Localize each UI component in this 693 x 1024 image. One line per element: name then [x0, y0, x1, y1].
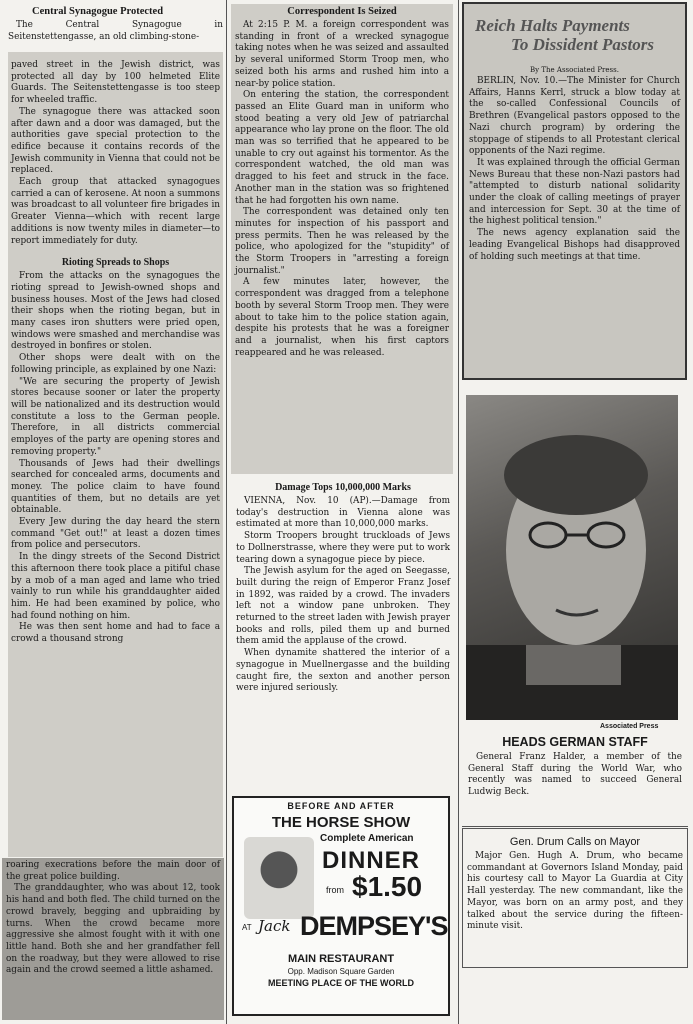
boxer-portrait — [244, 837, 314, 919]
col2-para: The Jewish asylum for the aged on Seegasse, built during the reign of Emperor Franz Josef in 1892, was raided by a crowd. The invaders left not a window pane unbroken. They returned to the street laden with Jewish prayer books and rolls, piled them up and burned them amid the applause of the crowd. — [236, 566, 450, 647]
col3-para: The news agency explanation said the leading Evangelical Bishops had disapproved of holding such meetings at that time. — [469, 228, 680, 262]
ad-main-restaurant: MAIN RESTAURANT — [287, 953, 395, 965]
drum-text: Major Gen. Hugh A. Drum, who became commandant at Governors Island Monday, paid his courtesy call to Mayor La Guardia at City Hall yesterday. The new commandant, like the Mayor, was born on an army post, and they talked about the service during the fifteen-minute visit. — [467, 851, 683, 932]
ad-at: AT — [242, 923, 252, 932]
central-synagogue-headline: Central Synagogue Protected — [32, 6, 164, 17]
column-2-damage — [233, 476, 453, 776]
column-1-body — [8, 52, 223, 857]
col1-para: Every Jew during the day heard the stern command "Get out!" at least a dozen times from police and persecutors. — [11, 517, 220, 551]
reich-headline-2: To Dissident Pastors — [511, 35, 654, 54]
photo-credit: Associated Press — [600, 723, 659, 730]
ad-price: $1.50 — [352, 871, 423, 902]
ad-madison: Opp. Madison Square Garden — [287, 967, 395, 976]
col3-para: BERLIN, Nov. 10.—The Minister for Church Affairs, Hanns Kerrl, struck a blow today at the so-called Confessional Councils of Brethren (Evangelical pastors opposed to the Nazi church program) by ordering the stoppage of stipends to all Protestant clerical opponents of the Nazi regime. — [469, 76, 680, 157]
col1-para: "We are securing the property of Jewish stores because sooner or later the property will be nationalized and its destruction would constitute a loss to the German people. Therefore, in all districts commercial employes of the party are opening stores and removing property." — [11, 376, 220, 457]
rioting-subhead: Rioting Spreads to Shops — [61, 257, 170, 269]
column-rule — [458, 0, 459, 1024]
halder-photo — [466, 395, 678, 720]
correspondent-seized-headline: Correspondent Is Seized — [287, 6, 397, 17]
drum-article — [462, 828, 688, 968]
col1-para: roaring execrations before the main door of the great police building. — [6, 860, 220, 882]
ad-from: from — [326, 885, 344, 895]
col2-para: A few minutes later, however, the correspondent was dragged from a telephone booth by several Storm Troop men. They were about to take him to the police station again, despite his protests that he was a foreigner and a journalist, when his first captors reappeared and he was released. — [235, 277, 449, 358]
portrait-illustration — [466, 395, 678, 720]
ad-horse-show: THE HORSE SHOW — [271, 814, 411, 831]
section-rule — [462, 826, 688, 827]
ad-dempseys: DEMPSEY'S — [300, 911, 448, 941]
col2-para: Storm Troopers brought truckloads of Jews to Dollnerstrasse, where they were put to work tearing down a synagogue piece by piece. — [236, 531, 450, 565]
col1-para: paved street in the Jewish district, was protected all day by 100 helmeted Elite Guards. The Seitenstettengasse is too steep for wheeled traffic. — [11, 60, 220, 106]
caption-headline: HEADS GERMAN STAFF — [502, 735, 648, 749]
col1-para: The synagogue there was attacked soon after dawn and a door was damaged, but the authorities gave special protection to the edifice because it contains records of the Jewish community in Vienna that could not be replaced. — [11, 106, 220, 176]
col1-para: From the attacks on the synagogues the rioting spread to Jewish-owned shops and business houses. Most of the Jews had closed their shops when the rioting began, but in many cases iron shutters were pried open, windows were smashed and merchandise was destroyed in bonfires or stolen. — [11, 271, 220, 352]
ad-dinner: DINNER — [322, 847, 421, 874]
damage-headline: Damage Tops 10,000,000 Marks — [275, 482, 411, 493]
col2-para: VIENNA, Nov. 10 (AP).—Damage from today's destruction in Vienna alone was estimated at more than 10,000,000 marks. — [236, 496, 450, 530]
col2-para: At 2:15 P. M. a foreign correspondent was standing in front of a wrecked synagogue taking notes when he was seized and assaulted by several uniformed Storm Troop men, who seized both his arms and rushed him into a near-by police station. — [235, 20, 449, 89]
col1-para: In the dingy streets of the Second District this afternoon there took place a pitiful chase by a mob of a man aged and lame who tried vainly to run while his granddaughter aided him. He had been examined by police, who had found nothing on him. — [11, 552, 220, 621]
col1-para: The granddaughter, who was about 12, took his hand and both fled. The child turned on the crowd bravely, begging and upbraiding by turns. When the crowd became more aggressive she almost fought with it with one little hand. Both she and her grandfather fell on the roadway, but they were allowed to rise again and the crowd seemed a little ashamed. — [6, 883, 220, 976]
col2-para: The correspondent was detained only ten minutes for inspection of his passport and press permits. Then he was released by the police, who apologized for the "stupidity" of the Storm Troopers in "arresting a foreign journalist." — [235, 207, 449, 276]
col2-para: On entering the station, the correspondent passed an Elite Guard man in uniform who stood beating a very old Jew of patriarchal appearance who lay prone on the floor. The old man was so terrified that he appeared to be unable to cry out against his tormentor. As the correspondent watched, the old man was dragged to his feet and struck in the face. Another man in the station was so frightened that he had forgotten his own name. — [235, 90, 449, 206]
dempseys-advertisement — [232, 796, 450, 1016]
column-rule — [226, 0, 227, 1024]
ad-meeting-place: MEETING PLACE OF THE WORLD — [268, 978, 414, 988]
col3-para: It was explained through the official German News Bureau that these non-Nazi pastors had "attempted to disturb national solidarity under the cloak of calling meetings of prayer and intercession for Sept. 30 at the time of the highest political tension." — [469, 157, 680, 227]
byline: By The Associated Press. — [530, 66, 619, 74]
column-1-bottom — [2, 858, 224, 1020]
col1-para: Other shops were dealt with on the following principle, as explained by one Nazi: — [11, 353, 220, 375]
photo-caption: General Franz Halder, a member of the General Staff during the World War, who recently was named to succeed General Ludwig Beck. — [468, 752, 682, 798]
col1-para: The Central Synagogue in Seitenstettengasse, an old climbing-stone- — [8, 20, 223, 42]
ad-complete-american: Complete American — [320, 833, 414, 844]
reich-headline-1: Reich Halts Payments — [475, 16, 630, 35]
column-3-article — [462, 2, 687, 380]
ad-before-after: BEFORE AND AFTER — [287, 801, 395, 811]
col1-para: Each group that attacked synagogues carried a can of kerosene. At noon a summons was broadcast to all volunteer fire brigades in Greater Vienna—which with recent large additions is now twenty miles in diameter—to report immediately for duty. — [11, 177, 220, 246]
column-2-body — [231, 4, 453, 474]
drum-headline: Gen. Drum Calls on Mayor — [509, 836, 641, 848]
col1-para: Thousands of Jews had their dwellings searched for concealed arms, documents and money. The police claim to have found quantities of them, but no details are yet obtainable. — [11, 458, 220, 516]
ad-jack: Jack — [258, 917, 291, 935]
col1-para: He was then sent home and had to face a crowd a thousand strong — [11, 622, 220, 645]
col2-para: When dynamite shattered the interior of a synagogue in Muellnergasse and the building caught fire, the sexton and another person were injured seriously. — [236, 648, 450, 694]
column-1-top — [8, 4, 223, 50]
